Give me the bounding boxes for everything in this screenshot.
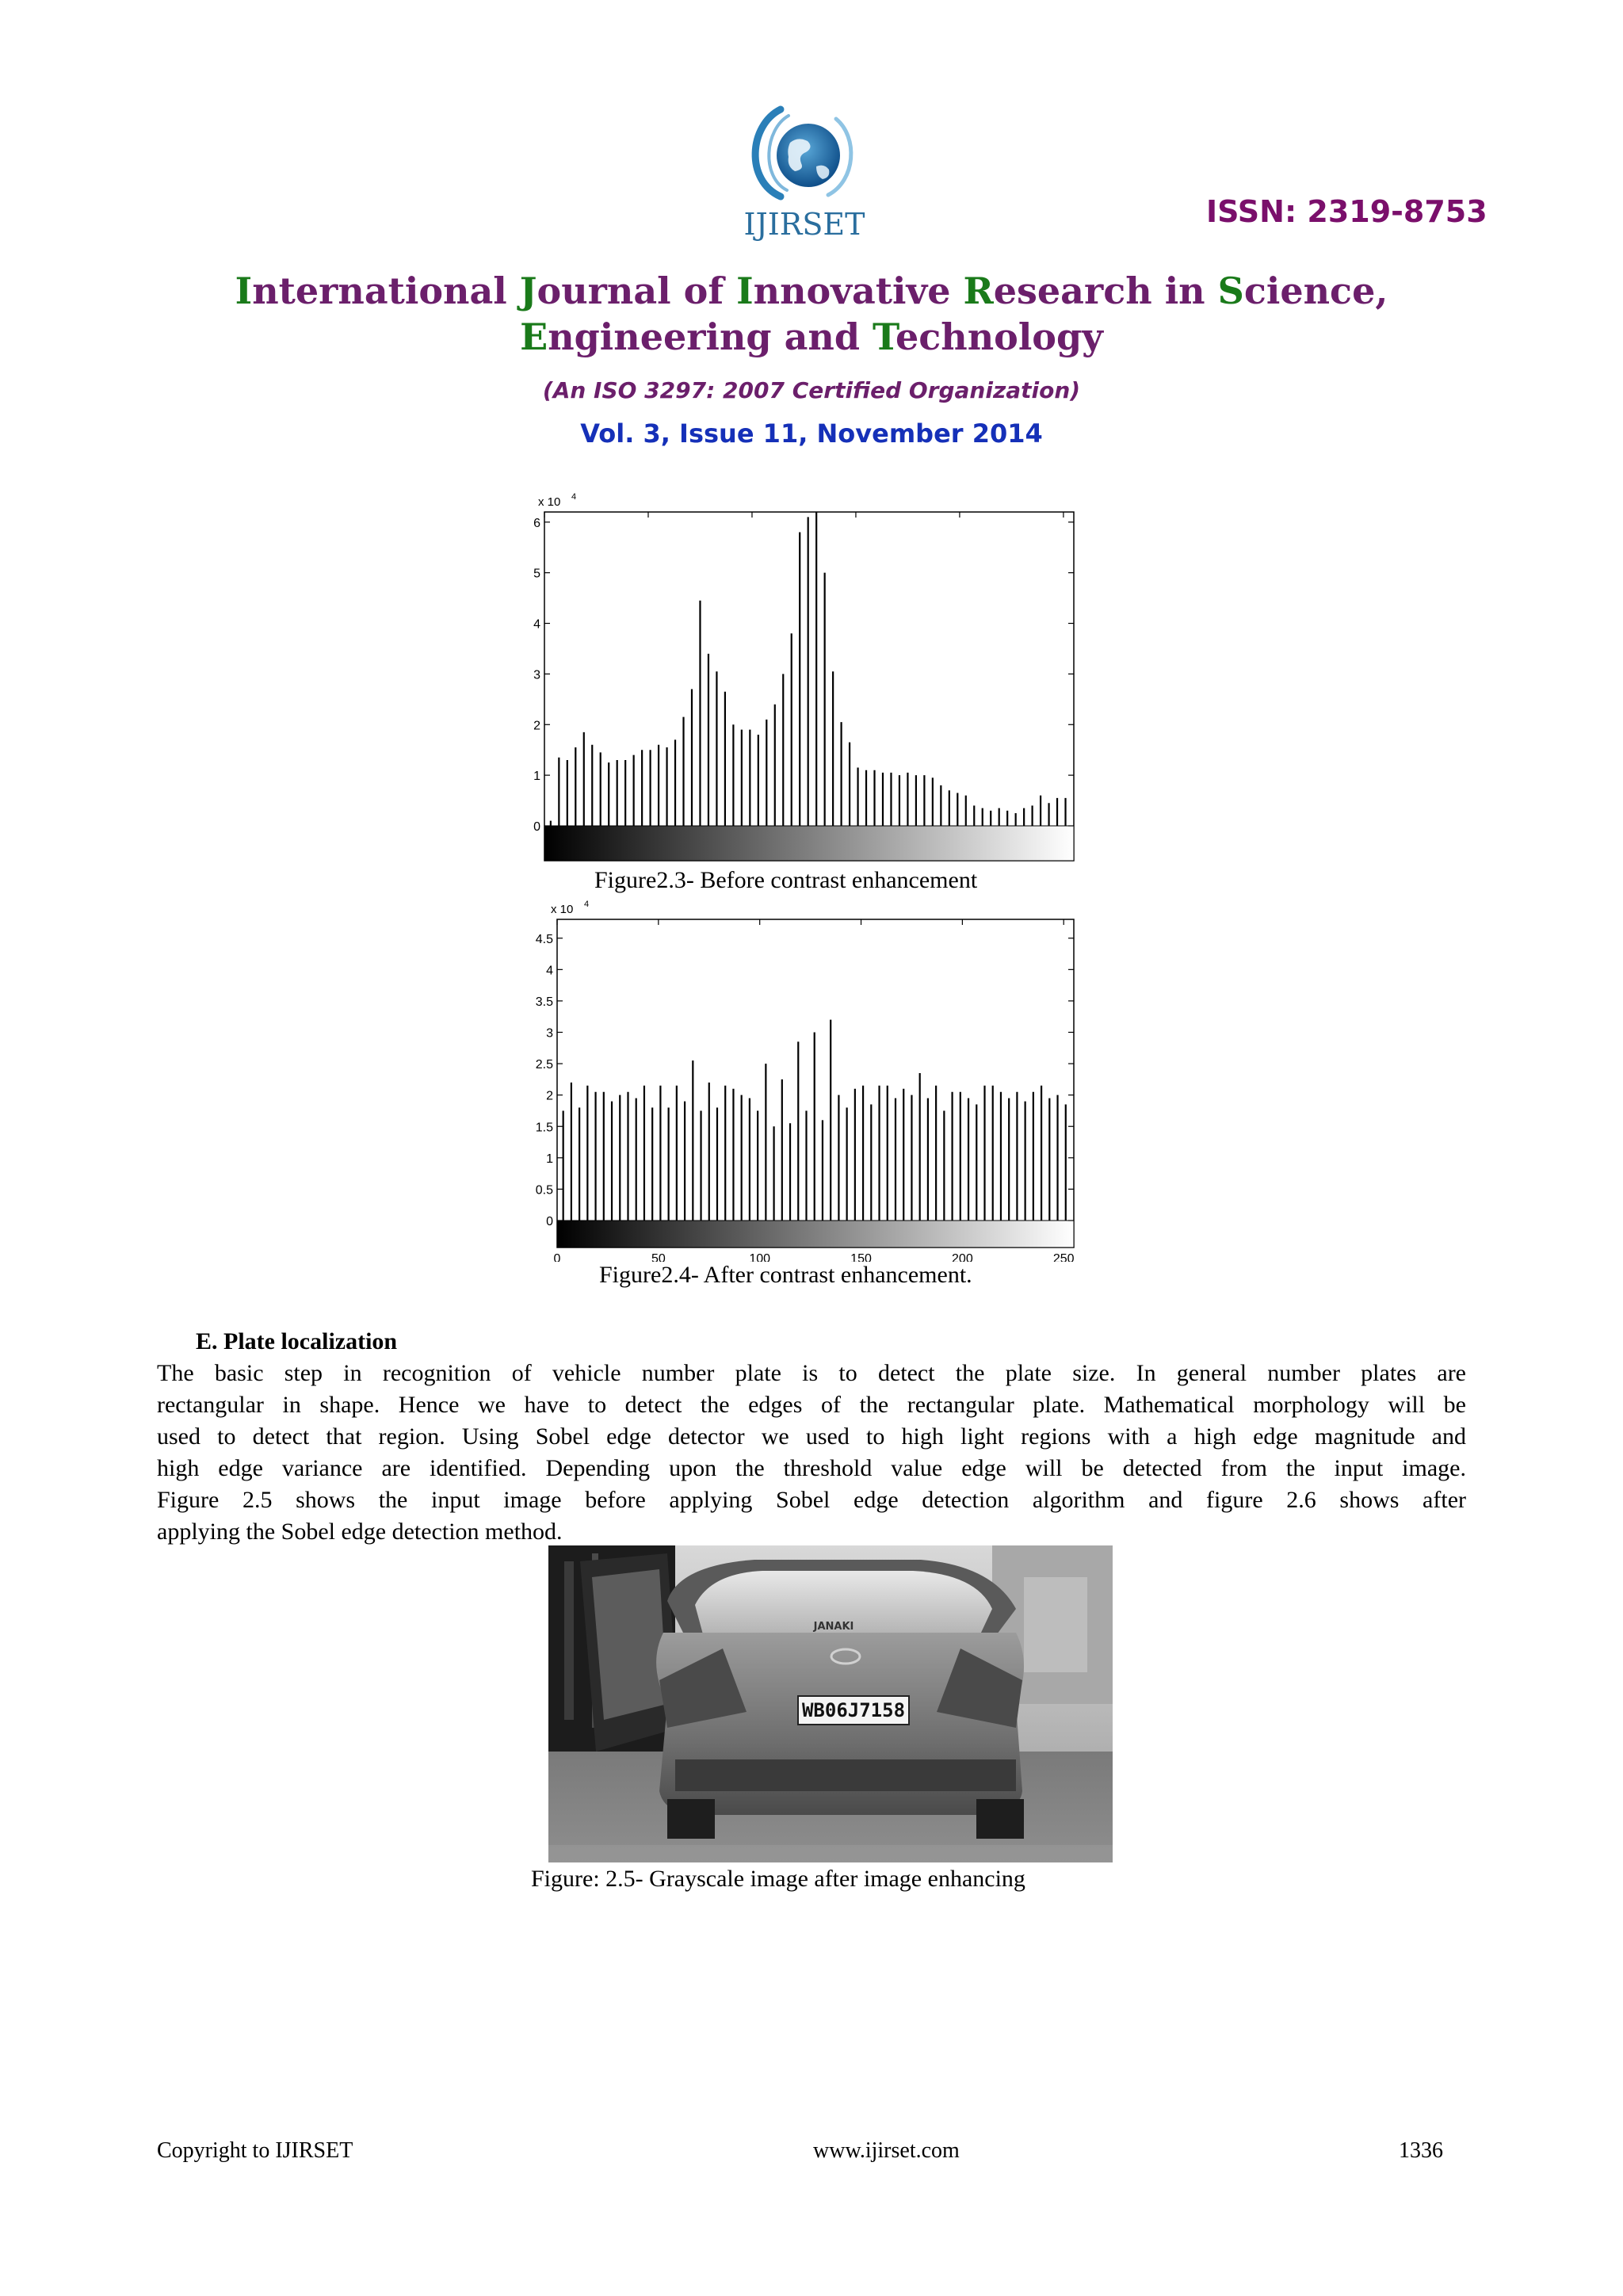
paragraph-line: Figure 2.5 shows the input image before applying Sobel edge detection algorithm and figure 2.6 shows after xyxy=(157,1487,1466,1513)
hist-after-xtick-label: 150 xyxy=(850,1252,872,1262)
title-segment: ngineering and xyxy=(548,315,873,358)
hist-after-ytick-label: 0 xyxy=(546,1215,553,1228)
hist-after-exponent-label: x 10 xyxy=(551,903,574,916)
paragraph-line: used to detect that region. Using Sobel edge detector we used to high light regions with a high edge magnitude and xyxy=(157,1423,1466,1450)
certification-note: (An ISO 3297: 2007 Certified Organization) xyxy=(542,377,1081,403)
hist-after-ytick-label: 2 xyxy=(546,1089,553,1103)
title-initial: J xyxy=(519,269,537,312)
journal-logo xyxy=(725,94,884,244)
hist-after-ytick-label: 0.5 xyxy=(535,1183,553,1198)
footer-copyright: Copyright to IJIRSET xyxy=(157,2138,353,2163)
hist-before-ytick-label: 3 xyxy=(533,668,540,682)
title-segment: ournal of xyxy=(537,269,737,312)
figure-2-4-caption: Figure2.4- After contrast enhancement. xyxy=(599,1262,972,1288)
hist-after-xtick-label: 200 xyxy=(952,1252,973,1262)
title-segment: nnovative xyxy=(753,269,964,312)
license-plate-text: WB06J7158 xyxy=(801,1699,906,1721)
hist-before-ytick-label: 5 xyxy=(533,567,540,581)
footer-page-number: 1336 xyxy=(1399,2138,1443,2163)
hist-after-axes-frame xyxy=(557,919,1074,1247)
journal-title-line1 xyxy=(0,269,1623,312)
hist-after-xtick-label: 0 xyxy=(553,1252,561,1262)
title-segment: nternational xyxy=(252,269,520,312)
histogram-after-chart xyxy=(519,896,1102,1262)
section-heading: E. Plate localization xyxy=(196,1328,398,1354)
hist-before-axes-frame xyxy=(544,512,1074,861)
histogram-before-chart xyxy=(519,485,1102,865)
figure-2-5-caption: Figure: 2.5- Grayscale image after image enhancing xyxy=(531,1866,1025,1892)
paragraph-line: The basic step in recognition of vehicle number plate is to detect the plate size. In general number plates are xyxy=(157,1360,1466,1386)
hist-after-ytick-label: 3.5 xyxy=(535,995,553,1009)
hist-after-gradient-bar xyxy=(557,1221,1074,1247)
hist-before-ytick-label: 1 xyxy=(533,770,540,784)
hist-before-exponent-label: x 10 xyxy=(538,495,561,509)
title-segment: echnology xyxy=(895,315,1103,358)
volume-issue: Vol. 3, Issue 11, November 2014 xyxy=(580,418,1043,449)
title-initial: I xyxy=(235,269,253,312)
figure-2-3-caption: Figure2.3- Before contrast enhancement xyxy=(594,867,978,893)
title-initial: E xyxy=(520,315,548,358)
title-initial: S xyxy=(1217,269,1244,312)
hist-before-ytick-label: 6 xyxy=(533,516,540,530)
hist-after-ytick-label: 1.5 xyxy=(535,1121,553,1135)
hist-after-ytick-label: 1 xyxy=(546,1152,553,1166)
hist-after-ytick-label: 4.5 xyxy=(535,932,553,946)
hist-after-exponent-power: 4 xyxy=(584,900,590,909)
hist-after-ytick-label: 4 xyxy=(546,964,553,978)
hist-after-xtick-label: 250 xyxy=(1052,1252,1075,1262)
hist-before-exponent-power: 4 xyxy=(571,492,577,502)
car-brand-label: JANAKI xyxy=(813,1621,854,1633)
paragraph-line: applying the Sobel edge detection method. xyxy=(157,1519,563,1545)
hist-after-ytick-label: 3 xyxy=(546,1026,553,1041)
hist-before-gradient-bar xyxy=(544,826,1074,861)
paragraph-line: high edge variance are identified. Depending upon the threshold value edge will be detected from the input image. xyxy=(157,1455,1466,1481)
paragraph-line: rectangular in shape. Hence we have to detect the edges of the rectangular plate. Mathematical morphology will be xyxy=(157,1392,1466,1418)
title-initial: I xyxy=(736,269,754,312)
grayscale-car-image xyxy=(548,1545,1113,1862)
logo-text: IJIRSET xyxy=(743,207,865,242)
hist-before-ytick-label: 0 xyxy=(533,820,540,834)
hist-after-ytick-label: 2.5 xyxy=(535,1058,553,1072)
title-segment: cience, xyxy=(1243,269,1388,312)
footer-website: www.ijirset.com xyxy=(813,2138,960,2163)
journal-title-line2 xyxy=(0,315,1623,358)
title-initial: R xyxy=(963,269,994,312)
hist-after-xtick-label: 50 xyxy=(651,1252,666,1262)
title-segment: esearch in xyxy=(993,269,1218,312)
title-initial: T xyxy=(873,315,896,358)
hist-after-xtick-label: 100 xyxy=(749,1252,771,1262)
hist-before-ytick-label: 4 xyxy=(533,617,540,632)
issn-number: ISSN: 2319-8753 xyxy=(1206,194,1487,229)
hist-before-ytick-label: 2 xyxy=(533,719,540,733)
